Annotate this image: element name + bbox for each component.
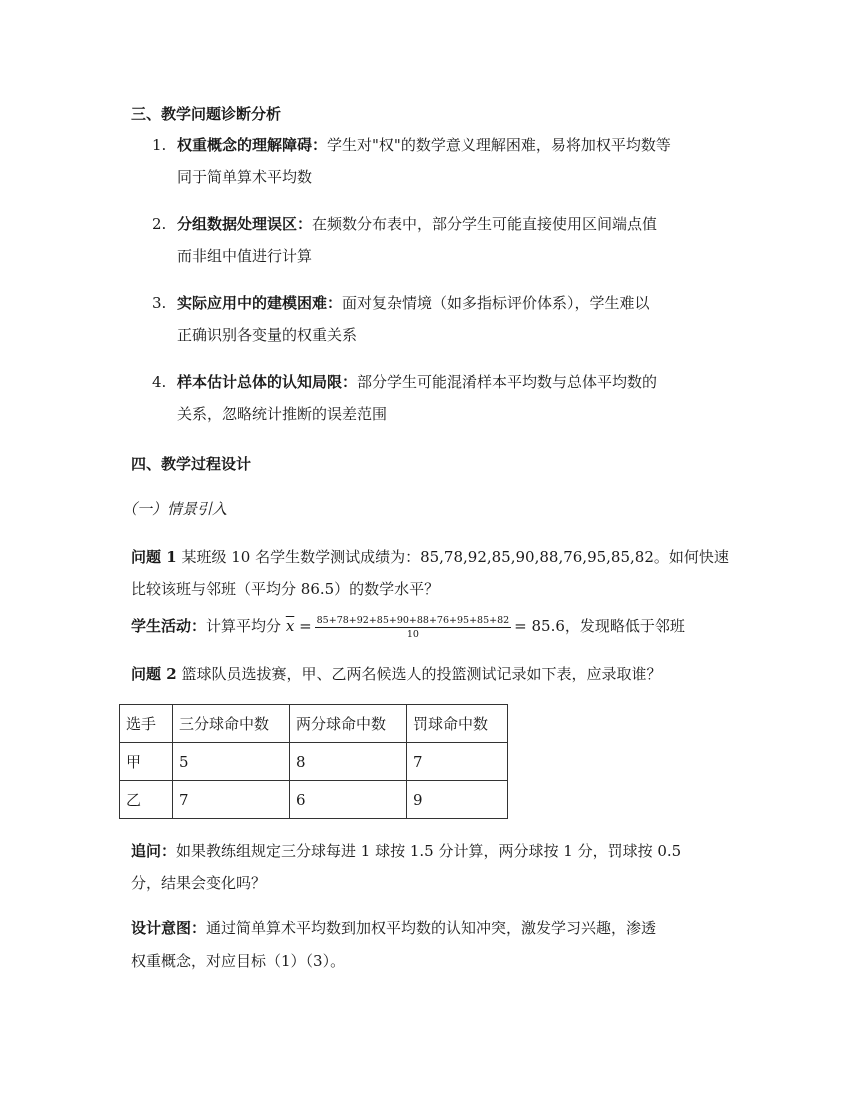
equals-sign: = [299,617,312,635]
list-item-3-text-cont: 正确识别各变量的权重关系 [177,326,358,344]
question-2-text: 篮球队员选拔赛，甲、乙两名候选人的投篮测试记录如下表，应录取谁？ [181,665,662,683]
list-item-2-number: 2. [152,215,167,233]
table-cell: 甲 [120,743,173,781]
table-header-cell: 三分球命中数 [173,705,290,743]
table-header-cell: 两分球命中数 [290,705,407,743]
table-row [120,781,508,819]
student-activity-text: 计算平均分 [206,617,282,635]
table-cell: 9 [407,781,508,819]
list-item-3-text: 面对复杂情境（如多指标评价体系），学生难以 [342,294,650,312]
question-2 [131,663,661,685]
mean-fraction [315,615,512,640]
table-cell: 8 [290,743,407,781]
section-4-title: 四、教学过程设计 [131,455,252,473]
table-cell: 7 [173,781,290,819]
student-activity [131,612,685,640]
list-item-3 [177,292,650,314]
table-header-cell: 罚球命中数 [407,705,508,743]
table-cell: 5 [173,743,290,781]
list-item-2-text-cont: 而非组中值进行计算 [177,247,313,265]
table-cell: 6 [290,781,407,819]
follow-up-label: 追问： [131,842,177,860]
list-item-2 [177,213,657,235]
list-item-2-text: 在频数分布表中，部分学生可能直接使用区间端点值 [312,215,658,233]
subsection-title: （一）情景引入 [122,500,228,518]
question-1-label: 问题 1 [131,548,177,566]
student-activity-label: 学生活动： [131,617,207,635]
design-intent [131,917,656,939]
list-item-1-heading: 权重概念的理解障碍： [177,136,328,154]
list-item-4-heading: 样本估计总体的认知局限： [177,373,358,391]
list-item-4 [177,371,657,393]
table-cell: 7 [407,743,508,781]
list-item-3-heading: 实际应用中的建模困难： [177,294,343,312]
list-item-1-number: 1. [152,136,167,154]
list-item-3-number: 3. [152,294,167,312]
design-intent-text-cont: 权重概念，对应目标（1）（3）。 [131,952,346,970]
table-header-cell: 选手 [120,705,173,743]
mean-symbol: $\overline{x}$ [285,617,295,635]
design-intent-text: 通过简单算术平均数到加权平均数的认知冲突，激发学习兴趣，渗透 [206,919,657,937]
section-3-title: 三、教学问题诊断分析 [131,105,282,123]
list-item-1-text-cont: 同于简单算术平均数 [177,168,313,186]
list-item-4-text: 部分学生可能混淆样本平均数与总体平均数的 [357,373,658,391]
shooting-record-table [119,704,508,819]
list-item-1-text: 学生对"权"的数学意义理解困难，易将加权平均数等 [327,136,671,154]
fraction-denominator: 10 [406,628,419,640]
list-item-4-number: 4. [152,373,167,391]
list-item-1 [177,134,671,156]
question-1-text-cont: 比较该班与邻班（平均分 86.5）的数学水平？ [131,580,440,598]
list-item-4-text-cont: 关系，忽略统计推断的误差范围 [177,405,388,423]
design-intent-label: 设计意图： [131,919,207,937]
follow-up-question [131,840,681,862]
question-1-text: 某班级 10 名学生数学测试成绩为：85,78,92,85,90,88,76,95,85,82。如何快速 [181,548,729,566]
fraction-numerator: 85+78+92+85+90+88+76+95+85+82 [316,614,510,626]
question-2-label: 问题 2 [131,665,177,683]
table-row [120,743,508,781]
follow-up-text: 如果教练组规定三分球每进 1 球按 1.5 分计算，两分球按 1 分，罚球按 0.5 [176,842,682,860]
table-cell: 乙 [120,781,173,819]
list-item-2-heading: 分组数据处理误区： [177,215,313,233]
question-1 [131,546,729,568]
follow-up-text-cont: 分，结果会变化吗？ [131,874,267,892]
table-header-row [120,705,508,743]
mean-result: = 85.6，发现略低于邻班 [514,617,685,635]
